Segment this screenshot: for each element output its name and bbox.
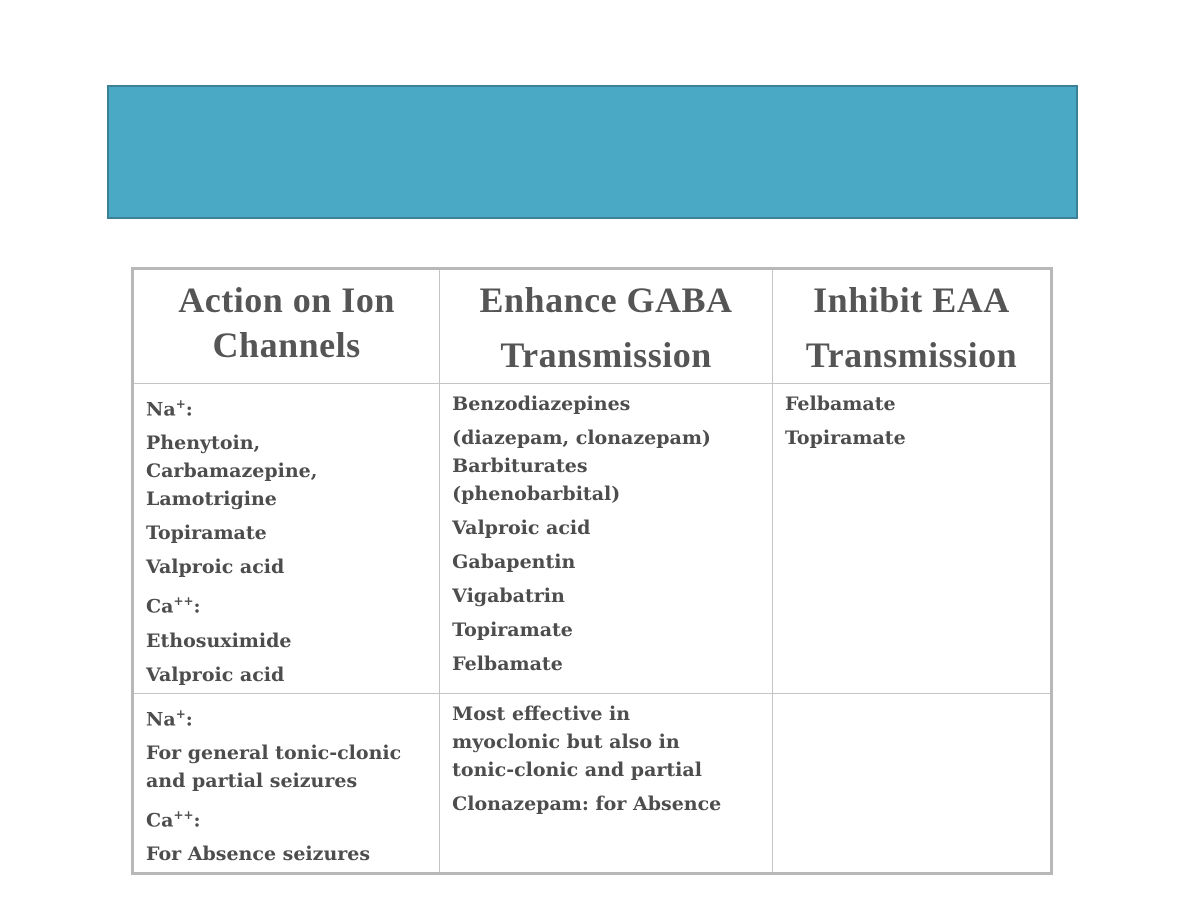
cell-gaba-uses — [440, 693, 773, 874]
table-header-row — [133, 269, 1052, 384]
cell-ion-channel-uses — [133, 693, 440, 874]
na-channel-label: Na+: — [146, 397, 193, 421]
list-item: Vigabatrin — [452, 585, 565, 607]
cell-gaba-drugs — [440, 384, 773, 694]
list-item: and partial seizures — [146, 769, 358, 792]
cell-eaa-uses — [772, 693, 1051, 874]
list-item: Valproic acid — [452, 517, 591, 539]
header-ion-channels-line1: Action on Ion — [178, 280, 395, 320]
list-item: Topiramate — [146, 522, 267, 545]
header-gaba — [440, 269, 773, 384]
list-item: Benzodiazepines — [452, 393, 631, 415]
antiepileptic-mechanism-table — [131, 267, 1053, 875]
header-eaa-line2: Transmission — [805, 335, 1018, 375]
header-eaa — [772, 269, 1051, 384]
list-item: Phenytoin, — [146, 432, 261, 455]
list-item: (phenobarbital) — [452, 483, 621, 505]
ca-channel-label: Ca++: — [146, 807, 201, 832]
list-item: Gabapentin — [452, 551, 576, 573]
list-item: Felbamate — [784, 393, 896, 415]
list-item: tonic-clonic and partial — [452, 758, 702, 781]
table-row-uses — [133, 693, 1052, 874]
list-item: Lamotrigine — [146, 488, 277, 511]
table-row-drugs — [133, 384, 1052, 694]
list-item: For general tonic-clonic — [146, 741, 402, 764]
header-ion-channels — [133, 269, 440, 384]
list-item: myoclonic but also in — [452, 730, 680, 753]
list-item: For Absence seizures — [146, 843, 371, 866]
list-item: Topiramate — [784, 427, 906, 449]
title-banner — [107, 85, 1078, 219]
header-gaba-line2: Transmission — [500, 335, 712, 375]
list-item: Valproic acid — [146, 663, 285, 686]
header-gaba-line1: Enhance GABA — [479, 280, 733, 320]
list-item: Topiramate — [452, 619, 573, 641]
list-item: Ethosuximide — [146, 629, 292, 652]
list-item: (diazepam, clonazepam) — [452, 427, 711, 449]
list-item: Most effective in — [452, 702, 631, 725]
na-channel-label: Na+: — [146, 706, 193, 730]
header-ion-channels-line2: Channels — [212, 325, 361, 365]
list-item: Carbamazepine, — [146, 460, 318, 483]
list-item: Clonazepam: for Absence — [452, 792, 722, 815]
ca-channel-label: Ca++: — [146, 594, 201, 618]
list-item: Barbiturates — [452, 455, 588, 477]
header-eaa-line1: Inhibit EAA — [813, 280, 1010, 320]
list-item: Valproic acid — [146, 556, 285, 579]
list-item: Felbamate — [452, 653, 563, 675]
cell-ion-channel-drugs — [133, 384, 440, 694]
cell-eaa-drugs — [772, 384, 1051, 694]
